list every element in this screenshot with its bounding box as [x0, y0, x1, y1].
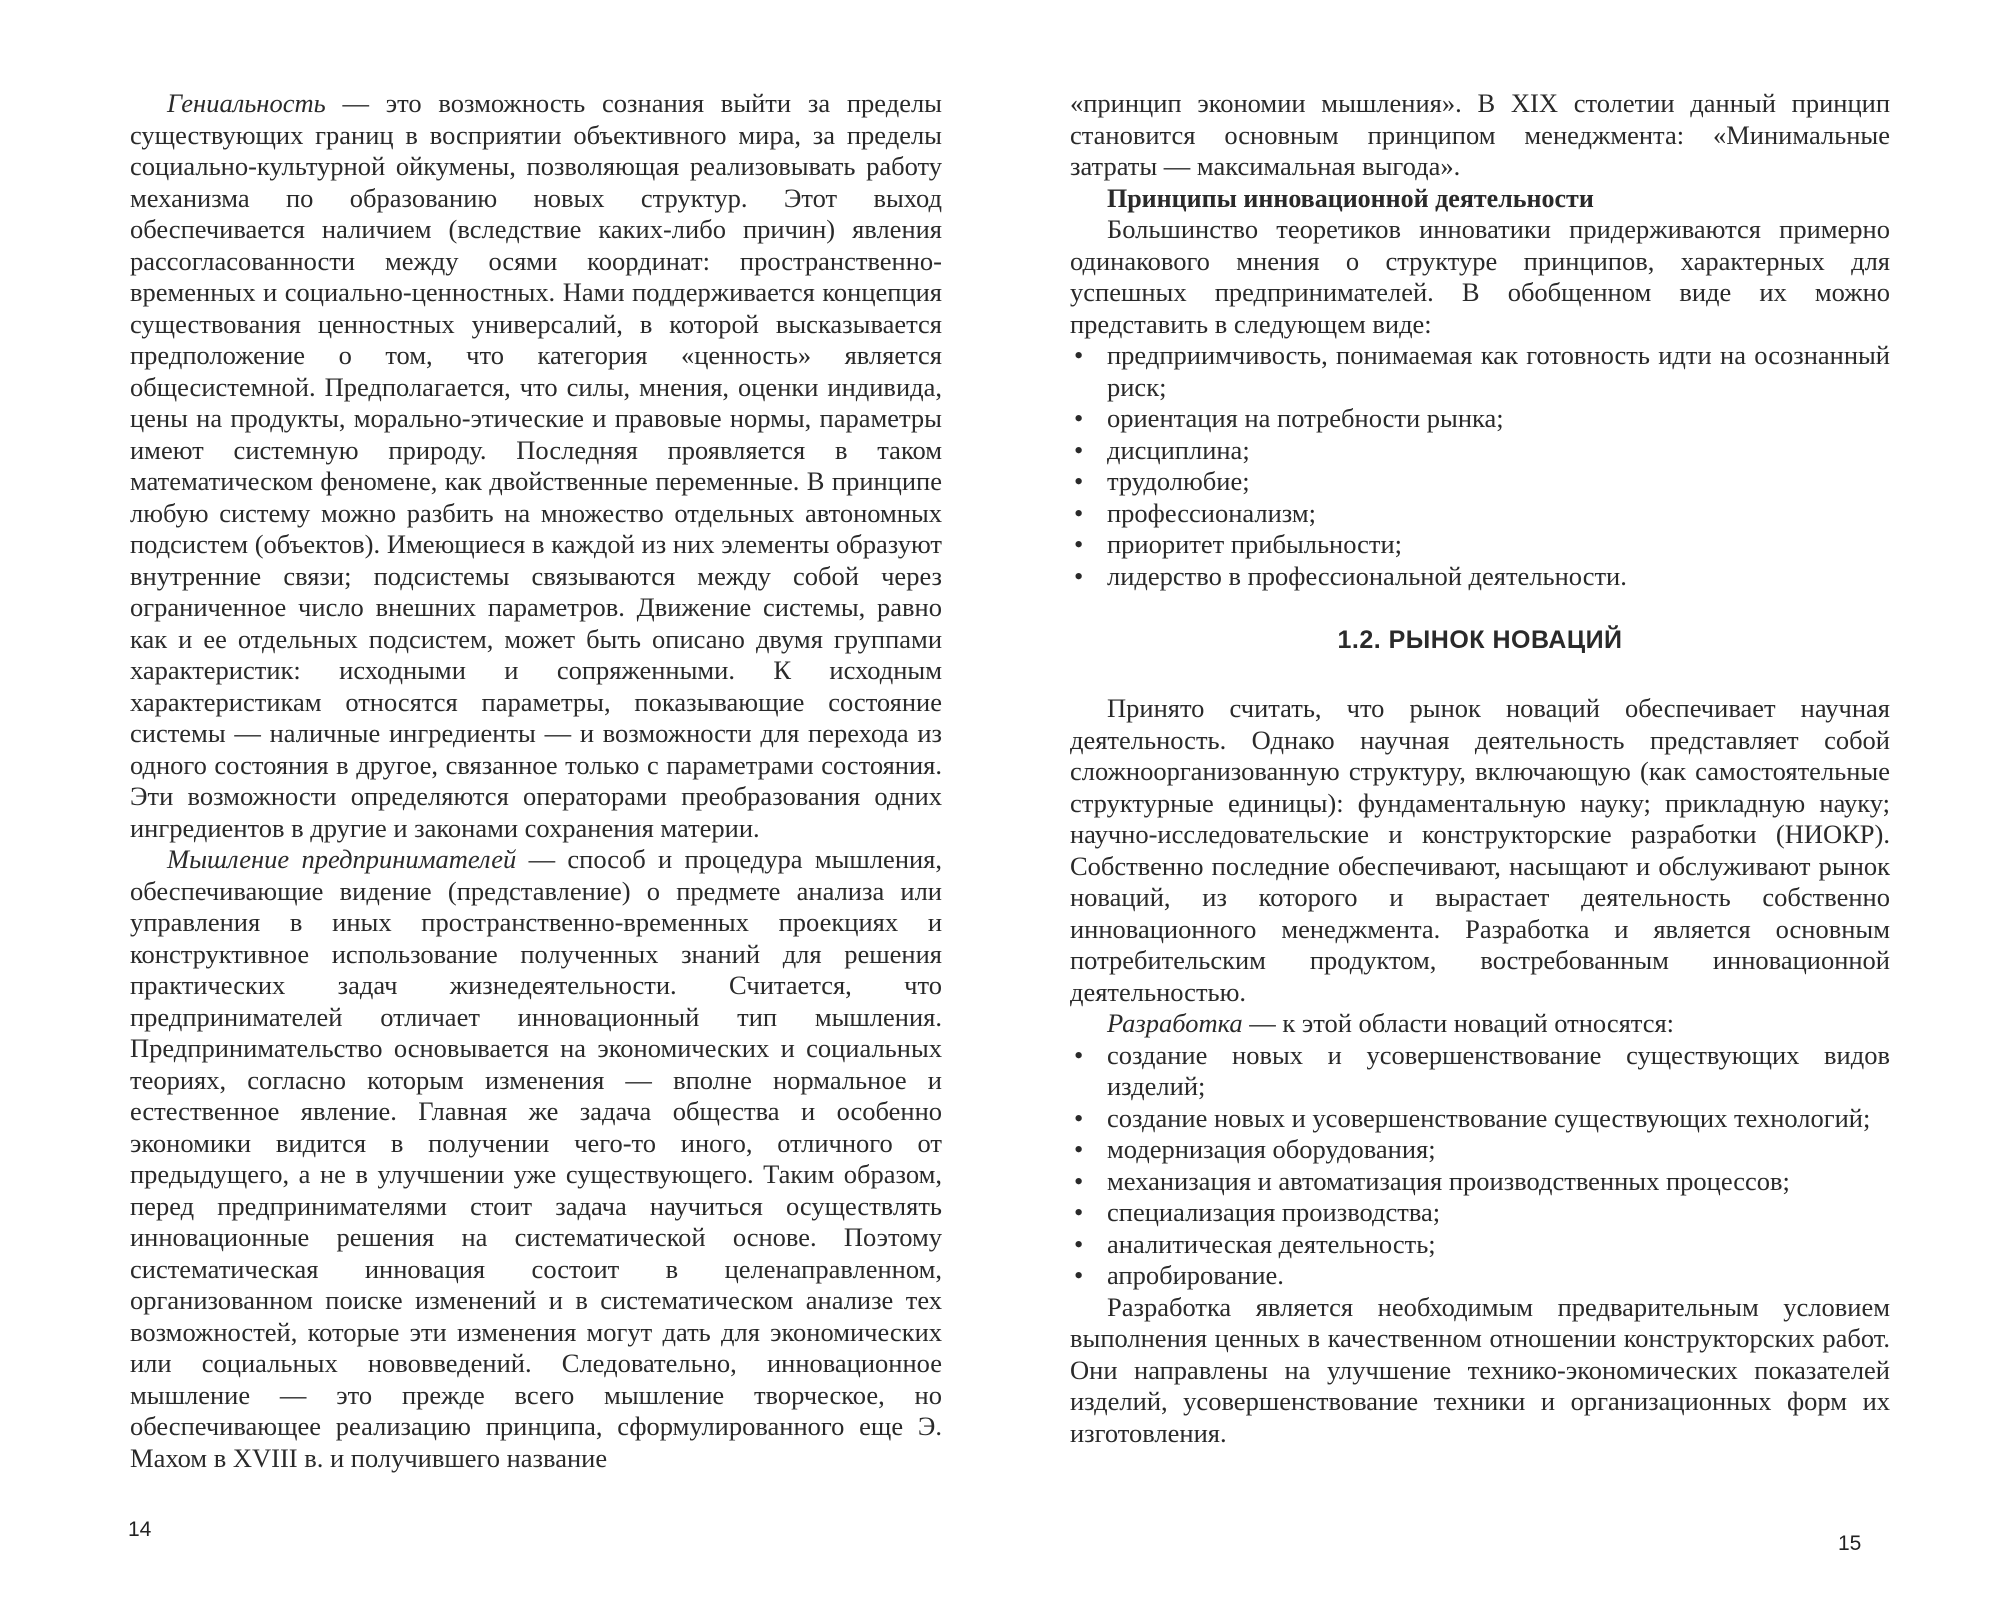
- entrepreneur-thinking-paragraph: [130, 844, 942, 1474]
- final-paragraph: Разработка является необходимым предварительным условием выполнения ценных в качественном отношении конструкторских работ. Они направлены на улучшение технико-экономических показателей изделий, усовершенствование техники и организационных форм их изготовления.: [1070, 1291, 1890, 1448]
- list-item: • ориентация на потребности рынка;: [1070, 403, 1890, 435]
- page-number-left: 14: [128, 1518, 152, 1541]
- genius-term: Гениальность: [167, 88, 326, 118]
- development-intro: [1070, 1008, 1890, 1040]
- development-list: [1070, 1040, 1890, 1292]
- list-item: • специализация производства;: [1070, 1197, 1890, 1229]
- right-page: [1000, 0, 2000, 1614]
- list-item: • профессионализм;: [1070, 498, 1890, 530]
- continued-paragraph: «принцип экономии мышления». В XIX столетии данный принцип становится основным принципом менеджмента: «Минимальные затраты — максимальная выгода».: [1070, 88, 1890, 181]
- entrepreneur-thinking-text: — способ и процедура мышления, обеспечивающие видение (представление) о предмете анализа или управления в иных пространственно-временных проекциях и конструктивное использование полученных знаний для решения практических задач жизнедеятельности. Считается, что предпринимателей отличает инновационный тип мышления. Предпринимательство основывается на экономических и социальных теориях, согласно которым изменения — вполне нормальное и естественное явление. Главная же задача общества и особенно экономики видится в получении чего-то иного, отличного от предыдущего, а не в улучшении уже существующего. Таким образом, перед предпринимателями стоит задача научиться осуществлять инновационные решения на систематической основе. Поэтому систематическая инновация состоит в целенаправленном, организованном поиске изменений и в систематическом анализе тех возможностей, которые эти изменения могут дать для экономических или социальных нововведений. Следовательно, инновационное мышление — это прежде всего мышление творческое, но обеспечивающее реализацию принципа, сформулированного еще Э. Махом в XVIII в. и получившего название: [130, 844, 942, 1473]
- right-text-column: [1070, 88, 1890, 1449]
- page-number-right: 15: [1838, 1532, 1862, 1555]
- principles-intro: Большинство теоретиков инноватики придерживаются примерно одинакового мнения о структуре принципов, характерных для успешных предпринимателей. В обобщенном виде их можно представить в следующем виде:: [1070, 214, 1890, 339]
- principles-subheading: Принципы инновационной деятельности: [1107, 183, 1594, 213]
- genius-text: — это возможность сознания выйти за пределы существующих границ в восприятии объективного мира, за пределы социально-культурной ойкумены, позволяющая реализовывать работу механизма по образованию новых структур. Этот выход обеспечивается наличием (вследствие каких-либо причин) явления рассогласованности между осями координат: пространственно-временных и социально-ценностных. Нами поддерживается концепция существования ценностных универсалий, в которой высказывается предположение о том, что категория «ценность» является общесистемной. Предполагается, что силы, мнения, оценки индивида, цены на продукты, морально-этические и правовые нормы, параметры имеют системную природу. Последняя проявляется в таком математическом феномене, как двойственные переменные. В принципе любую систему можно разбить на множество отдельных автономных подсистем (объектов). Имеющиеся в каждой из них элементы образуют внутренние связи; подсистемы связываются между собой через ограниченное число внешних параметров. Движение системы, равно как и ее отдельных подсистем, может быть описано двумя группами характеристик: исходными и сопряженными. К исходным характеристикам относятся параметры, показывающие состояние системы — наличные ингредиенты — и возможности для перехода из одного состояния в другое, связанное только с параметрами состояния. Эти возможности определяются операторами преобразования одних ингредиентов в другие и законами сохранения материи.: [130, 88, 942, 843]
- market-paragraph: Принято считать, что рынок новаций обеспечивает научная деятельность. Однако научная деятельность представляет собой сложноорганизованную структуру, включающую (как самостоятельные структурные единицы): фундаментальную науку; прикладную науку; научно-исследовательские и конструкторские разработки (НИОКР). Собственно последние обеспечивают, насыщают и обслуживают рынок новаций, из которого и вырастает деятельность собственно инновационного менеджмента. Разработка и является основным потребительским продуктом, востребованным инновационной деятельностью.: [1070, 693, 1890, 1007]
- list-item: • предприимчивость, понимаемая как готовность идти на осознанный риск;: [1070, 340, 1890, 403]
- development-intro-text: — к этой области новаций относятся:: [1242, 1008, 1675, 1038]
- list-item: • апробирование.: [1070, 1260, 1890, 1292]
- list-item: • создание новых и усовершенствование существующих технологий;: [1070, 1103, 1890, 1135]
- list-item: • механизация и автоматизация производственных процессов;: [1070, 1166, 1890, 1198]
- list-item: • создание новых и усовершенствование существующих видов изделий;: [1070, 1040, 1890, 1103]
- principles-list: [1070, 340, 1890, 592]
- list-item: • приоритет прибыльности;: [1070, 529, 1890, 561]
- genius-paragraph: [130, 88, 942, 844]
- list-item: • дисциплина;: [1070, 435, 1890, 467]
- section-title: 1.2. РЫНОК НОВАЦИЙ: [1337, 626, 1623, 654]
- entrepreneur-thinking-term: Мышление предпринимателей: [167, 844, 517, 874]
- list-item: • аналитическая деятельность;: [1070, 1229, 1890, 1261]
- list-item: • лидерство в профессиональной деятельности.: [1070, 561, 1890, 593]
- development-term: Разработка: [1107, 1008, 1243, 1038]
- left-text-column: [130, 88, 942, 1474]
- list-item: • трудолюбие;: [1070, 466, 1890, 498]
- list-item: • модернизация оборудования;: [1070, 1134, 1890, 1166]
